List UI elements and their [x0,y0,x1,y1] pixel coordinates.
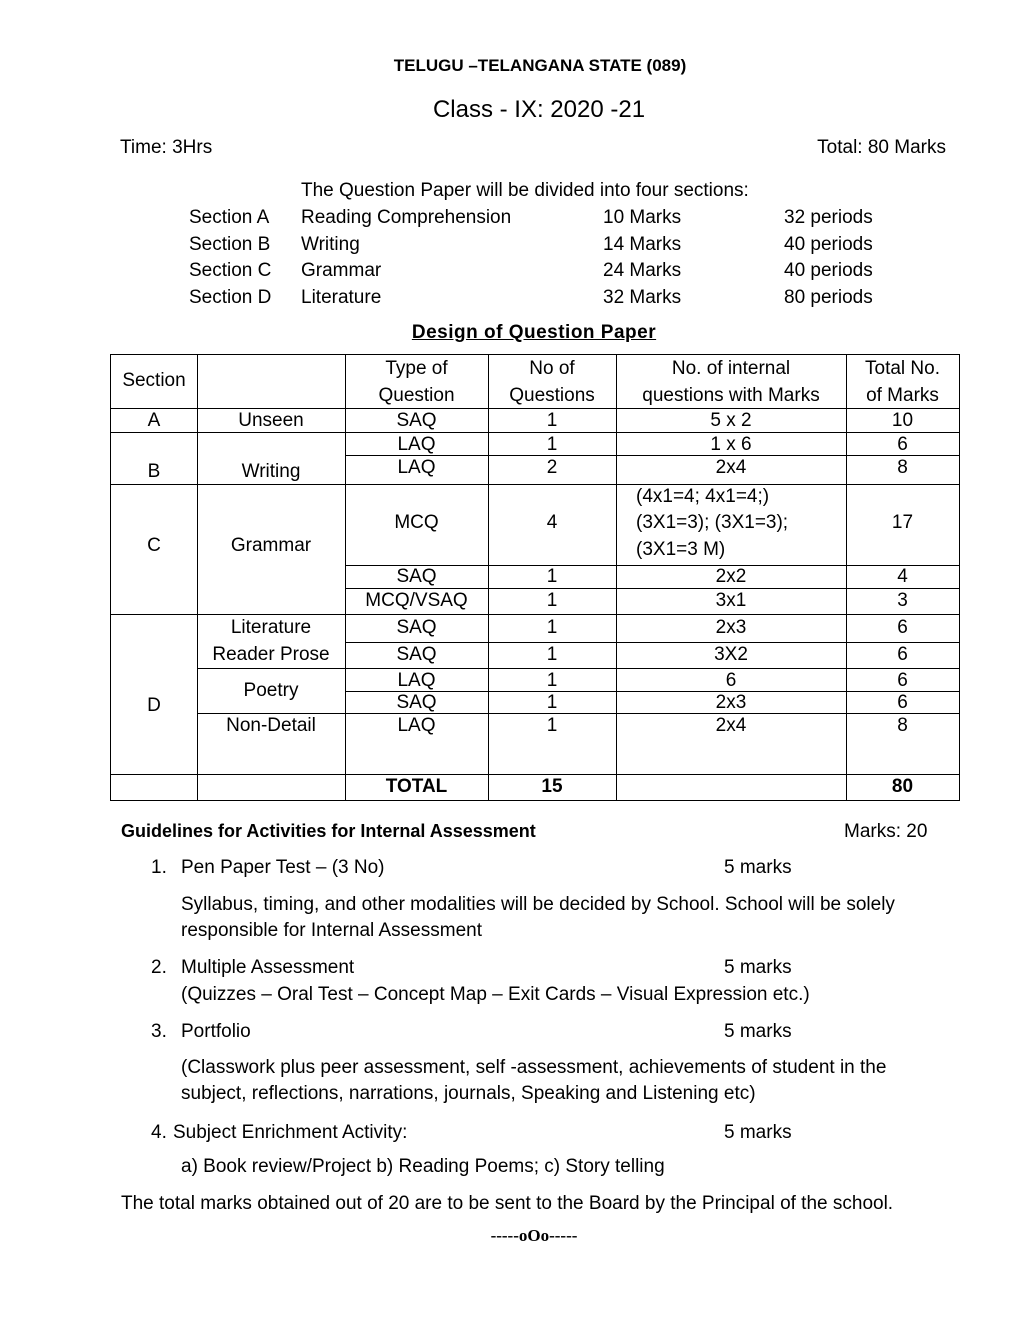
section-d-label: D [147,695,161,716]
section-marks: 24 Marks [603,260,682,281]
header-section: Section [122,370,186,391]
row-internal: 2x2 [715,566,747,587]
area-unseen: Unseen [238,410,304,431]
guideline-title: Multiple Assessment [181,957,355,978]
row-total: 3 [897,590,908,611]
row-total: 10 [891,410,914,431]
row-count: 1 [546,410,558,431]
area-literature: Literature [230,617,312,638]
row-total: 17 [891,512,914,533]
header-total-line2: of Marks [866,385,939,406]
mcq-internal-line2: (3X1=3); (3X1=3); [636,512,789,533]
section-label: Section D [189,287,272,308]
section-name: Grammar [301,260,382,281]
row-internal: 3x1 [715,590,747,611]
row-total: 6 [897,644,908,665]
mcq-internal-line1: (4x1=4; 4x1=4;) [636,486,770,507]
guideline-marks: 5 marks [724,857,792,878]
row-type: SAQ [396,617,437,638]
section-c-label: C [147,535,161,556]
section-periods: 80 periods [784,287,873,308]
section-marks: 32 Marks [603,287,682,308]
section-a-label: A [147,410,161,431]
row-internal: 1 x 6 [710,434,752,455]
area-grammar: Grammar [230,535,312,556]
header-type-line1: Type of [385,358,448,379]
mcq-internal-line3: (3X1=3 M) [636,539,726,560]
header-count-line2: Questions [509,385,595,406]
section-name: Writing [301,234,360,255]
section-name: Literature [301,287,382,308]
header-internal-line2: questions with Marks [642,385,820,406]
row-total: 8 [897,457,908,478]
guideline-description: (Quizzes – Oral Test – Concept Map – Exit Cards – Visual Expression etc.) [181,984,810,1005]
row-total: 6 [897,670,908,691]
area-writing: Writing [241,461,301,482]
header-total-line1: Total No. [865,358,940,379]
area-non-detail: Non-Detail [226,715,316,736]
guideline-description: (Classwork plus peer assessment, self -assessment, achievements of student in the [181,1057,887,1078]
row-type: MCQ/VSAQ [365,590,468,611]
section-name: Reading Comprehension [301,207,512,228]
guideline-title: Subject Enrichment Activity: [173,1122,408,1143]
row-count: 1 [546,644,558,665]
guideline-number: 1. [151,857,167,878]
row-count: 1 [546,590,558,611]
section-periods: 40 periods [784,260,873,281]
row-internal: 2x3 [715,692,747,713]
row-internal: 2x3 [715,617,747,638]
guideline-marks: 5 marks [724,1021,792,1042]
guideline-number: 2. [151,957,167,978]
guideline-description: a) Book review/Project b) Reading Poems; c) Story telling [181,1156,665,1177]
area-poetry: Poetry [243,680,299,701]
row-count: 1 [546,566,558,587]
total-marks-label: Total: 80 Marks [817,137,946,158]
header-internal-line1: No. of internal [671,358,791,379]
row-total: 6 [897,617,908,638]
section-label: Section A [189,207,270,228]
guidelines-marks: Marks: 20 [844,821,928,842]
section-periods: 32 periods [784,207,873,228]
guidelines-heading: Guidelines for Activities for Internal Assessment [121,821,536,841]
guideline-description: Syllabus, timing, and other modalities will be decided by School. School will be solely [181,894,895,915]
row-type: SAQ [396,410,437,431]
class-line: Class - IX: 2020 -21 [432,96,646,123]
header-type-line2: Question [378,385,455,406]
guideline-description: responsible for Internal Assessment [181,920,482,941]
section-label: Section C [189,260,272,281]
total-count: 15 [541,776,563,797]
total-marks: 80 [891,776,914,797]
row-type: SAQ [396,566,437,587]
row-type: LAQ [397,670,436,691]
row-type: LAQ [397,457,436,478]
guideline-marks: 5 marks [724,1122,792,1143]
guideline-description: subject, reflections, narrations, journals, Speaking and Listening etc) [181,1083,756,1104]
row-count: 1 [546,434,558,455]
row-type: MCQ [394,512,439,533]
design-heading: Design of Question Paper [411,322,657,343]
total-label: TOTAL [385,776,448,797]
sections-lead: The Question Paper will be divided into four sections: [301,180,749,201]
header-count-line1: No of [529,358,575,379]
row-count: 1 [546,715,558,736]
footer-note: The total marks obtained out of 20 are to be sent to the Board by the Principal of the school. [121,1193,894,1214]
row-internal: 2x4 [715,457,747,478]
row-type: SAQ [396,644,437,665]
guideline-title: Pen Paper Test – (3 No) [181,857,385,878]
row-type: SAQ [396,692,437,713]
guideline-number: 4. [151,1122,167,1143]
section-periods: 40 periods [784,234,873,255]
row-count: 1 [546,670,558,691]
end-mark: -----oOo----- [490,1226,578,1245]
document-title: TELUGU –TELANGANA STATE (089) [393,56,687,75]
row-count: 1 [546,617,558,638]
row-total: 6 [897,692,908,713]
row-type: LAQ [397,715,436,736]
row-type: LAQ [397,434,436,455]
area-reader-prose: Reader Prose [212,644,330,665]
guideline-title: Portfolio [181,1021,251,1042]
row-internal: 5 x 2 [710,410,752,431]
row-internal: 3X2 [714,644,748,665]
row-count: 2 [546,457,558,478]
time-label: Time: 3Hrs [120,137,213,158]
section-marks: 10 Marks [603,207,682,228]
section-label: Section B [189,234,271,255]
guideline-number: 3. [151,1021,167,1042]
row-total: 8 [897,715,908,736]
design-table [110,354,960,801]
guideline-marks: 5 marks [724,957,792,978]
row-count: 1 [546,692,558,713]
row-count: 4 [546,512,558,533]
section-marks: 14 Marks [603,234,682,255]
row-total: 4 [897,566,908,587]
section-b-label: B [147,461,161,482]
row-internal: 2x4 [715,715,747,736]
row-total: 6 [897,434,908,455]
row-internal: 6 [725,670,737,691]
